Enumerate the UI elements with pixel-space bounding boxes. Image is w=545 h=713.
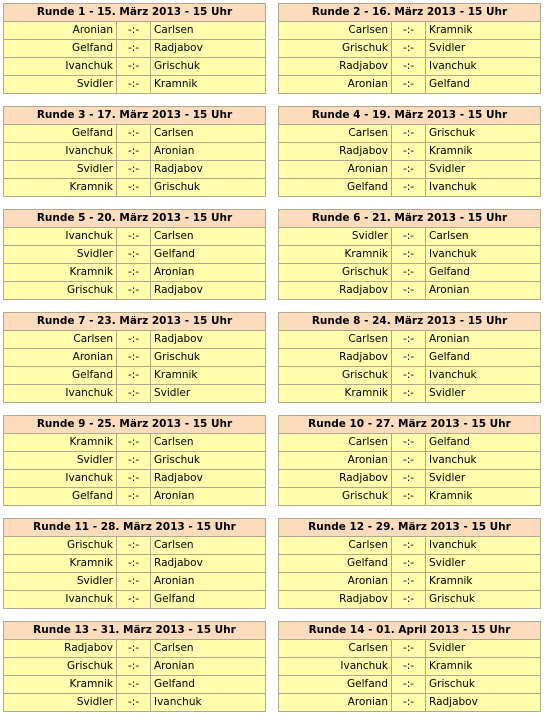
game-row <box>4 22 266 40</box>
away-player: Kramnik <box>426 143 541 161</box>
game-score: -:- <box>392 658 426 676</box>
game-row <box>4 125 266 143</box>
round-title: Runde 13 - 31. März 2013 - 15 Uhr <box>4 622 266 640</box>
game-row <box>279 76 541 94</box>
home-player: Kramnik <box>279 385 392 403</box>
game-row <box>279 125 541 143</box>
home-player: Ivanchuk <box>4 470 117 488</box>
away-player: Aronian <box>151 658 266 676</box>
away-player: Aronian <box>426 331 541 349</box>
away-player: Radjabov <box>151 282 266 300</box>
away-player: Ivanchuk <box>426 367 541 385</box>
away-player: Carlsen <box>151 434 266 452</box>
game-score: -:- <box>392 488 426 506</box>
home-player: Radjabov <box>279 282 392 300</box>
game-row <box>4 676 266 694</box>
away-player: Aronian <box>151 143 266 161</box>
game-score: -:- <box>392 246 426 264</box>
home-player: Grischuk <box>279 367 392 385</box>
home-player: Ivanchuk <box>4 591 117 609</box>
away-player: Aronian <box>151 264 266 282</box>
away-player: Ivanchuk <box>151 694 266 712</box>
away-player: Gelfand <box>151 591 266 609</box>
game-score: -:- <box>392 555 426 573</box>
away-player: Svidler <box>151 385 266 403</box>
game-row <box>4 434 266 452</box>
home-player: Kramnik <box>4 264 117 282</box>
home-player: Ivanchuk <box>4 385 117 403</box>
home-player: Gelfand <box>279 555 392 573</box>
round-table <box>278 3 541 94</box>
away-player: Kramnik <box>426 488 541 506</box>
away-player: Grischuk <box>151 349 266 367</box>
game-score: -:- <box>392 264 426 282</box>
game-score: -:- <box>392 434 426 452</box>
game-row <box>4 282 266 300</box>
away-player: Radjabov <box>151 161 266 179</box>
game-score: -:- <box>392 179 426 197</box>
game-row <box>4 76 266 94</box>
home-player: Svidler <box>4 76 117 94</box>
round-title: Runde 9 - 25. März 2013 - 15 Uhr <box>4 416 266 434</box>
away-player: Gelfand <box>426 76 541 94</box>
game-score: -:- <box>117 246 151 264</box>
game-row <box>4 246 266 264</box>
game-row <box>4 161 266 179</box>
game-score: -:- <box>392 40 426 58</box>
away-player: Aronian <box>151 488 266 506</box>
home-player: Radjabov <box>279 470 392 488</box>
away-player: Grischuk <box>151 58 266 76</box>
game-row <box>279 161 541 179</box>
game-row <box>279 694 541 712</box>
game-score: -:- <box>117 125 151 143</box>
home-player: Aronian <box>4 349 117 367</box>
game-score: -:- <box>392 161 426 179</box>
away-player: Ivanchuk <box>426 179 541 197</box>
away-player: Gelfand <box>151 246 266 264</box>
round-table <box>278 106 541 197</box>
away-player: Grischuk <box>151 452 266 470</box>
game-score: -:- <box>392 385 426 403</box>
game-score: -:- <box>392 452 426 470</box>
game-score: -:- <box>117 591 151 609</box>
home-player: Kramnik <box>4 434 117 452</box>
game-row <box>4 694 266 712</box>
game-score: -:- <box>117 555 151 573</box>
away-player: Carlsen <box>426 228 541 246</box>
round-table <box>3 3 266 94</box>
game-score: -:- <box>392 76 426 94</box>
away-player: Kramnik <box>151 76 266 94</box>
round-table <box>278 312 541 403</box>
round-table <box>3 415 266 506</box>
game-score: -:- <box>117 658 151 676</box>
game-row <box>279 555 541 573</box>
game-row <box>4 537 266 555</box>
game-score: -:- <box>117 349 151 367</box>
away-player: Carlsen <box>151 640 266 658</box>
game-row <box>4 349 266 367</box>
home-player: Ivanchuk <box>4 58 117 76</box>
game-row <box>4 367 266 385</box>
game-score: -:- <box>392 125 426 143</box>
away-player: Ivanchuk <box>426 537 541 555</box>
home-player: Gelfand <box>279 676 392 694</box>
game-row <box>279 282 541 300</box>
game-score: -:- <box>117 470 151 488</box>
home-player: Grischuk <box>4 658 117 676</box>
game-row <box>279 58 541 76</box>
game-score: -:- <box>392 694 426 712</box>
away-player: Grischuk <box>426 591 541 609</box>
game-score: -:- <box>392 676 426 694</box>
home-player: Ivanchuk <box>279 658 392 676</box>
round-title: Runde 5 - 20. März 2013 - 15 Uhr <box>4 210 266 228</box>
round-table <box>3 209 266 300</box>
game-row <box>4 470 266 488</box>
round-title: Runde 8 - 24. März 2013 - 15 Uhr <box>279 313 541 331</box>
away-player: Radjabov <box>151 470 266 488</box>
game-score: -:- <box>392 537 426 555</box>
game-row <box>4 640 266 658</box>
away-player: Carlsen <box>151 537 266 555</box>
game-row <box>279 367 541 385</box>
round-title: Runde 3 - 17. März 2013 - 15 Uhr <box>4 107 266 125</box>
game-score: -:- <box>117 282 151 300</box>
game-score: -:- <box>117 228 151 246</box>
home-player: Kramnik <box>279 246 392 264</box>
round-title: Runde 7 - 23. März 2013 - 15 Uhr <box>4 313 266 331</box>
home-player: Grischuk <box>4 537 117 555</box>
game-score: -:- <box>392 470 426 488</box>
game-row <box>4 228 266 246</box>
game-row <box>279 470 541 488</box>
game-score: -:- <box>117 161 151 179</box>
game-row <box>279 488 541 506</box>
game-row <box>4 573 266 591</box>
home-player: Svidler <box>4 694 117 712</box>
round-table <box>278 621 541 712</box>
away-player: Kramnik <box>426 22 541 40</box>
game-row <box>279 452 541 470</box>
game-score: -:- <box>392 349 426 367</box>
home-player: Gelfand <box>4 488 117 506</box>
home-player: Carlsen <box>279 640 392 658</box>
round-table <box>3 312 266 403</box>
home-player: Aronian <box>279 694 392 712</box>
game-score: -:- <box>392 58 426 76</box>
away-player: Grischuk <box>426 125 541 143</box>
home-player: Ivanchuk <box>4 228 117 246</box>
round-title: Runde 10 - 27. März 2013 - 15 Uhr <box>279 416 541 434</box>
game-row <box>279 640 541 658</box>
game-score: -:- <box>392 573 426 591</box>
game-score: -:- <box>117 22 151 40</box>
away-player: Kramnik <box>426 658 541 676</box>
away-player: Svidler <box>426 640 541 658</box>
game-row <box>279 537 541 555</box>
away-player: Kramnik <box>426 573 541 591</box>
game-score: -:- <box>392 228 426 246</box>
home-player: Carlsen <box>279 125 392 143</box>
home-player: Gelfand <box>4 40 117 58</box>
game-row <box>4 452 266 470</box>
home-player: Carlsen <box>279 22 392 40</box>
game-row <box>279 385 541 403</box>
game-row <box>4 658 266 676</box>
round-table <box>3 106 266 197</box>
game-row <box>279 228 541 246</box>
game-row <box>279 658 541 676</box>
home-player: Aronian <box>279 161 392 179</box>
home-player: Radjabov <box>279 143 392 161</box>
round-title: Runde 11 - 28. März 2013 - 15 Uhr <box>4 519 266 537</box>
round-title: Runde 6 - 21. März 2013 - 15 Uhr <box>279 210 541 228</box>
game-row <box>279 143 541 161</box>
game-score: -:- <box>392 640 426 658</box>
game-row <box>4 555 266 573</box>
away-player: Carlsen <box>151 125 266 143</box>
home-player: Svidler <box>4 161 117 179</box>
game-row <box>4 179 266 197</box>
home-player: Radjabov <box>279 591 392 609</box>
game-score: -:- <box>117 640 151 658</box>
game-score: -:- <box>117 264 151 282</box>
away-player: Radjabov <box>426 694 541 712</box>
game-row <box>279 179 541 197</box>
home-player: Ivanchuk <box>4 143 117 161</box>
game-row <box>279 246 541 264</box>
home-player: Aronian <box>279 573 392 591</box>
away-player: Aronian <box>151 573 266 591</box>
game-score: -:- <box>117 76 151 94</box>
game-row <box>279 22 541 40</box>
home-player: Aronian <box>4 22 117 40</box>
home-player: Radjabov <box>279 349 392 367</box>
away-player: Radjabov <box>151 40 266 58</box>
away-player: Aronian <box>426 282 541 300</box>
game-row <box>4 488 266 506</box>
home-player: Aronian <box>279 76 392 94</box>
game-score: -:- <box>117 143 151 161</box>
away-player: Radjabov <box>151 331 266 349</box>
home-player: Grischuk <box>279 40 392 58</box>
away-player: Gelfand <box>151 676 266 694</box>
game-row <box>279 40 541 58</box>
home-player: Svidler <box>4 246 117 264</box>
game-score: -:- <box>117 385 151 403</box>
game-score: -:- <box>392 331 426 349</box>
home-player: Carlsen <box>279 537 392 555</box>
away-player: Carlsen <box>151 228 266 246</box>
game-row <box>4 331 266 349</box>
away-player: Ivanchuk <box>426 452 541 470</box>
home-player: Radjabov <box>4 640 117 658</box>
home-player: Svidler <box>4 452 117 470</box>
round-title: Runde 4 - 19. März 2013 - 15 Uhr <box>279 107 541 125</box>
home-player: Aronian <box>279 452 392 470</box>
game-score: -:- <box>117 40 151 58</box>
game-score: -:- <box>117 537 151 555</box>
game-score: -:- <box>117 452 151 470</box>
away-player: Svidler <box>426 161 541 179</box>
home-player: Carlsen <box>4 331 117 349</box>
game-score: -:- <box>392 367 426 385</box>
game-score: -:- <box>392 143 426 161</box>
away-player: Gelfand <box>426 264 541 282</box>
game-row <box>279 264 541 282</box>
game-score: -:- <box>117 434 151 452</box>
game-row <box>4 40 266 58</box>
away-player: Grischuk <box>426 676 541 694</box>
home-player: Grischuk <box>279 488 392 506</box>
away-player: Kramnik <box>151 367 266 385</box>
game-row <box>4 591 266 609</box>
game-score: -:- <box>117 488 151 506</box>
game-row <box>279 434 541 452</box>
round-title: Runde 12 - 29. März 2013 - 15 Uhr <box>279 519 541 537</box>
game-score: -:- <box>392 22 426 40</box>
game-score: -:- <box>117 676 151 694</box>
home-player: Grischuk <box>4 282 117 300</box>
home-player: Radjabov <box>279 58 392 76</box>
away-player: Svidler <box>426 385 541 403</box>
game-score: -:- <box>392 591 426 609</box>
home-player: Carlsen <box>279 331 392 349</box>
game-score: -:- <box>117 331 151 349</box>
round-table <box>3 518 266 609</box>
home-player: Gelfand <box>4 367 117 385</box>
game-row <box>279 331 541 349</box>
away-player: Grischuk <box>151 179 266 197</box>
home-player: Grischuk <box>279 264 392 282</box>
round-title: Runde 14 - 01. April 2013 - 15 Uhr <box>279 622 541 640</box>
game-row <box>4 58 266 76</box>
home-player: Gelfand <box>4 125 117 143</box>
home-player: Svidler <box>4 573 117 591</box>
away-player: Carlsen <box>151 22 266 40</box>
game-row <box>4 385 266 403</box>
away-player: Radjabov <box>151 555 266 573</box>
home-player: Kramnik <box>4 676 117 694</box>
home-player: Svidler <box>279 228 392 246</box>
home-player: Carlsen <box>279 434 392 452</box>
game-score: -:- <box>117 367 151 385</box>
round-table <box>3 621 266 712</box>
round-table <box>278 209 541 300</box>
game-row <box>279 676 541 694</box>
game-score: -:- <box>392 282 426 300</box>
game-row <box>279 573 541 591</box>
away-player: Ivanchuk <box>426 58 541 76</box>
game-score: -:- <box>117 573 151 591</box>
game-row <box>4 143 266 161</box>
away-player: Gelfand <box>426 349 541 367</box>
away-player: Svidler <box>426 470 541 488</box>
game-score: -:- <box>117 694 151 712</box>
home-player: Kramnik <box>4 555 117 573</box>
round-table <box>278 415 541 506</box>
away-player: Ivanchuk <box>426 246 541 264</box>
away-player: Svidler <box>426 40 541 58</box>
away-player: Gelfand <box>426 434 541 452</box>
round-table <box>278 518 541 609</box>
game-row <box>4 264 266 282</box>
home-player: Gelfand <box>279 179 392 197</box>
round-title: Runde 2 - 16. März 2013 - 15 Uhr <box>279 4 541 22</box>
game-score: -:- <box>117 179 151 197</box>
game-row <box>279 349 541 367</box>
game-row <box>279 591 541 609</box>
away-player: Svidler <box>426 555 541 573</box>
round-title: Runde 1 - 15. März 2013 - 15 Uhr <box>4 4 266 22</box>
home-player: Kramnik <box>4 179 117 197</box>
game-score: -:- <box>117 58 151 76</box>
